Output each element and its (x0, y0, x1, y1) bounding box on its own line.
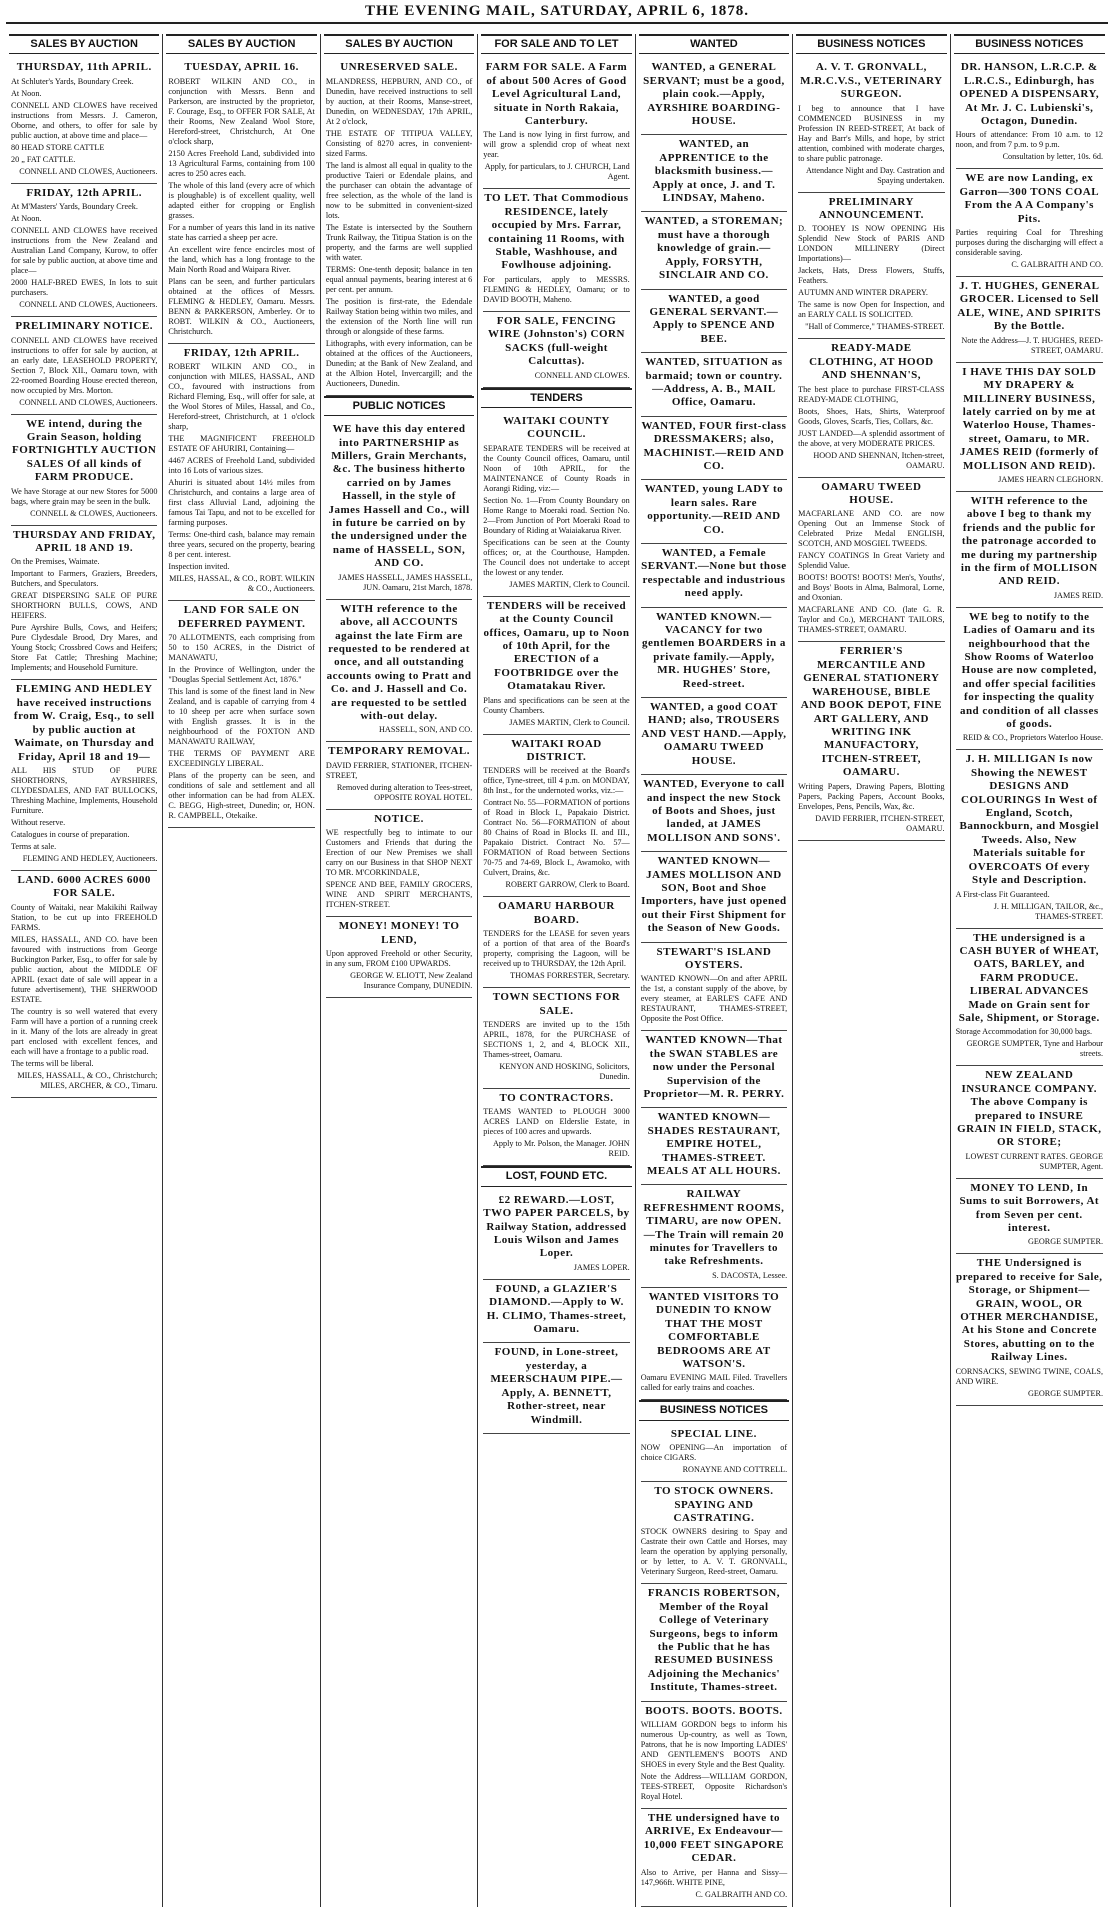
advertisement (798, 642, 944, 840)
ad-heading: MONEY TO LEND, In Sums to suit Borrowers, At from Seven per cent. interest. (959, 1181, 1100, 1234)
ad-text: Boots, Shoes, Hats, Shirts, Waterproof Goods, Gloves, Scarfs, Ties, Collars, &c. (798, 406, 945, 426)
ad-heading: TOWN SECTIONS FOR SALE. (492, 991, 621, 1017)
ad-text: The country is so well watered that every Farm will have a portion of a running creek in it. Many of the lots are already in great part enclosed with excellent fences, and each will have a frontage to a public road. (11, 1006, 158, 1056)
ad-heading: WE intend, during the Grain Season, holding FORTNIGHTLY AUCTION SALES Of all kinds of FARM PRODUCE. (12, 417, 157, 484)
ad-text: Specifications can be seen at the County offices; or, at the Courthouse, Hampden. The Council does not undertake to accept the lowest or any tender. (483, 537, 630, 577)
advertisement (641, 58, 787, 135)
ad-heading: FLEMING AND HEDLEY have received instructions from W. Craig, Esq., to sell by public auction at Waimate, on Thursday and Friday, April 18 and 19— (13, 683, 155, 763)
ad-text: JAMES HEARN CLEGHORN. (998, 474, 1103, 484)
ad-text: MACFARLANE AND CO. (late G. R. Taylor and Co.), MERCHANT TAILORS, THAMES-STREET, OAMARU. (798, 605, 945, 635)
advertisement (641, 1584, 787, 1701)
ad-heading: WANTED, FOUR first-class DRESSMAKERS; also, MACHINIST.—REID AND CO. (641, 419, 787, 472)
ad-heading: WANTED, SITUATION as barmaid; town or country.—Address, A. B., MAIL Office, Oamaru. (645, 356, 783, 409)
advertisement (483, 735, 629, 898)
ad-text: Removed during alteration to Tees-street, OPPOSITE ROYAL HOTEL. (336, 782, 473, 802)
ad-text: For a number of years this land in its native state has carried a sheep per acre. (168, 222, 315, 242)
section-header: LOST, FOUND ETC. (481, 1166, 631, 1186)
ad-text: Upon approved Freehold or other Security, in any sum, FROM £100 UPWARDS. (325, 948, 473, 968)
ad-heading: WANTED, an APPRENTICE to the blacksmith business.—Apply at once, J. and T. LINDSAY, Maheno. (652, 138, 776, 205)
ad-heading: PRELIMINARY ANNOUNCEMENT. (818, 195, 924, 222)
ad-text: Ahuriri is situated about 14½ miles from Christchurch, and contains a large area of first class Alluvial Land, adjoining the famous Tai Tapu, and not to be excelled for farming purposes. (168, 478, 315, 528)
ad-text: TENDERS are invited up to the 15th APRIL, 1878, for the PURCHASE of SECTIONS 1, 2, and 4, BLOCK XII., Thames-street, Oamaru. (483, 1020, 630, 1059)
ad-heading: WANTED, young LADY to learn sales. Rare opportunity.—REID AND CO. (644, 483, 784, 536)
ad-text: MILES, HASSALL, & CO., Christchurch; MILES, ARCHER, & CO., Timaru. (17, 1070, 158, 1090)
advertisement (798, 478, 944, 643)
ad-text: Storage Accommodation for 30,000 bags. (955, 1027, 1092, 1037)
section-header: SALES BY AUCTION (324, 34, 474, 54)
column-4 (478, 34, 635, 1907)
ad-text: MILES, HASSALL, AND CO. have been favoured with instructions from George Buckington Parker, Esq., to offer for sale by public auction, about the MIDDLE OF APRIL (exact date of sale will appear in a future advertisement), THE SHERWOOD ESTATE. (11, 934, 158, 1004)
section-header: TENDERS (481, 388, 631, 408)
advertisement (956, 1179, 1103, 1255)
ad-text: I beg to announce that I have COMMENCED BUSINESS in my Profession IN REED-STREET, At back of Hay and Barr's Mills, and hope, by strict attention, combined with moderate charges, to share public patronage. (798, 103, 945, 163)
ad-text: JUST LANDED—A splendid assortment of the above, at very MODERATE PRICES. (798, 428, 945, 448)
ad-heading: WANTED, a Female SERVANT.—None but those respectable and industrious need apply. (641, 547, 787, 600)
ad-heading: WANTED KNOWN—JAMES MOLLISON AND SON, Boot and Shoe Importers, have just opened out their First Shipment for the Season of New Goods. (641, 855, 787, 935)
ad-text: At Noon. (11, 214, 42, 224)
ad-text: This land is some of the finest land in New Zealand, and is capable of carrying from 4 to 10 sheep per acre when surface sown with English grasses. It is in the neighbourhood of the FOXTON AND MANAWATU RAILWAY, (168, 687, 315, 747)
ad-heading: WE beg to notify to the Ladies of Oamaru and its neighbourhood that the Show Rooms of Waterloo House are now completed, and offer special facilities for inspecting the quality and condition of all classes of goods. (959, 610, 1099, 731)
ad-heading: THURSDAY, 11th APRIL. (16, 61, 152, 74)
ad-text: Catalogues in course of preparation. (11, 829, 130, 839)
ad-heading: WAITAKI ROAD DISTRICT. (511, 737, 602, 763)
ad-text: TENDERS for the LEASE for seven years of a portion of that area of the Board's property, comprising the Lagoon, will be received up to THURSDAY, the 12th April. (483, 929, 630, 969)
column-5 (636, 34, 793, 1907)
ad-text: Terms: One-third cash, balance may remain three years, secured on the property, bearing 8 per cent. interest. (168, 530, 315, 560)
advertisement (956, 1066, 1103, 1178)
ad-text: At Schluter's Yards, Boundary Creek. (11, 76, 134, 86)
advertisement (483, 1191, 629, 1280)
ad-text: JAMES LOPER. (573, 1262, 630, 1272)
ad-heading: WANTED KNOWN—That the SWAN STABLES are now under the Personal Supervision of the Proprietor—M. R. PERRY. (643, 1034, 785, 1100)
ad-text: WE respectfully beg to intimate to our Customers and Friends that during the Erection of our New Premises we shall carry on our Business in that SHOP NEXT TO MR. M'CORKINDALE, (325, 828, 473, 878)
ad-text: TERMS: One-tenth deposit; balance in ten equal annual payments, bearing interest at 6 per cent. per annum. (325, 264, 473, 294)
ad-text: Without reserve. (11, 817, 66, 827)
ad-text: In the Province of Wellington, under the "Douglas Special Settlement Act, 1876." (168, 665, 315, 685)
advertisement (956, 363, 1103, 492)
ad-text: TEAMS WANTED to PLOUGH 3000 ACRES LAND on Elderslie Estate, in pieces of 100 acres and upwards. (483, 1107, 630, 1137)
ad-text: NOW OPENING—An importation of choice CIGARS. (640, 1443, 788, 1463)
ad-text: An excellent wire fence encircles most of the land, which has a long frontage to the Main North Road and Waipara River. (168, 244, 315, 274)
ad-text: 70 ALLOTMENTS, each comprising from 50 to 150 ACRES, in the District of MANAWATU, (168, 633, 315, 663)
ad-text: Section No. 1—From County Boundary on Home Range to Moeraki road. Section No. 2—From Junction of Port Moeraki Road to Boundary of Riding at Waiaiakarua River. (483, 495, 630, 535)
ad-heading: WE have this day entered into PARTNERSHIP as Millers, Grain Merchants, &c. The business hitherto carried on by James Hassell, in the style of James Hassell and Co., will in future be carried on by the undersigned under the name of HASSELL, SON, AND CO. (328, 423, 470, 570)
advertisement (11, 871, 157, 1098)
advertisement (326, 420, 472, 599)
advertisement (641, 608, 787, 698)
ad-text: DAVID FERRIER, STATIONER, ITCHEN-STREET, (325, 760, 473, 780)
ad-heading: J. H. MILLIGAN Is now Showing the NEWEST DESIGNS AND COLOURINGS In West of England, Scotch, Bannockburn, and Mosgiel Tweeds. Also, New Materials suitable for OVERCOATS Of every Style and Description. (959, 753, 1099, 887)
section-header: BUSINESS NOTICES (796, 34, 946, 54)
ad-text: THE TERMS OF PAYMENT ARE EXCEEDINGLY LIBERAL. (168, 749, 315, 769)
advertisement (168, 344, 314, 601)
advertisement (641, 417, 787, 481)
advertisement (326, 917, 472, 998)
ad-text: 20 „ FAT CATTLE. (11, 154, 76, 164)
ad-text: 80 HEAD STORE CATTLE (11, 142, 105, 152)
ad-text: A First-class Fit Guaranteed. (955, 889, 1050, 899)
ad-text: Important to Farmers, Graziers, Breeders, Butchers, and Speculators. (11, 569, 158, 589)
ad-text: Writing Papers, Drawing Papers, Blotting Papers, Packing Papers, Account Books, Envelopes, Pens, Pencils, Wax, &c. (798, 781, 945, 811)
ad-heading: THE undersigned is a CASH BUYER of WHEAT, OATS, BARLEY, and FARM PRODUCE. LIBERAL ADVANCES Made on Grain sent for Sale, Shipment, or Storage. (958, 931, 1100, 1024)
advertisement (641, 1809, 787, 1907)
advertisement (641, 1108, 787, 1185)
section-header: BUSINESS NOTICES (954, 34, 1105, 54)
ad-text: REID & CO., Proprietors Waterloo House. (962, 733, 1103, 743)
ad-text: THE MAGNIFICENT FREEHOLD ESTATE OF AHURIRI, Containing— (168, 434, 315, 454)
advertisement (956, 277, 1103, 363)
ad-heading: UNRESERVED SALE. (340, 61, 458, 74)
advertisement (11, 184, 157, 317)
ad-text: C. GALBRAITH AND CO. (695, 1889, 788, 1899)
ad-text: STOCK OWNERS desiring to Spay and Castrate their own Cattle and Horses, may learn the operation by applying personally, or by letter, to A. V. T. GRONVALL, Veterinary Surgeon, Reed-street, Oamaru. (640, 1527, 788, 1577)
ad-heading: RAILWAY REFRESHMENT ROOMS, TIMARU, are now OPEN.—The Train will remain 20 minutes for Travellers to take Refreshments. (643, 1188, 785, 1268)
ad-text: The land is almost all equal in quality to the productive Taieri or Edendale plains, and the purchaser can obtain the advantage of free selection, as the whole of the land is now to be submitted in convenient-sized lots. (325, 160, 473, 220)
ad-text: HOOD AND SHENNAN, Itchen-street, OAMARU. (813, 450, 945, 470)
ad-heading: FERRIER'S MERCANTILE AND GENERAL STATIONERY WAREHOUSE, BIBLE AND BOOK DEPOT, FINE ART GALLERY, AND WRITING INK MANUFACTORY, ITCHEN-STREET, OAMARU. (800, 645, 942, 779)
ad-text: CORNSACKS, SEWING TWINE, COALS, AND WIRE. (955, 1366, 1103, 1386)
ad-text: Pure Ayrshire Bulls, Cows, and Heifers; Pure Clydesdale Brood, Dry Mares, and Young Stock; Crossbred Cows and Heifers; Store Fat Cattle; Threshing Machine; Implements; and Household Furniture. (11, 623, 158, 673)
ad-text: Jackets, Hats, Dress Flowers, Stuffs, Feathers. (798, 266, 945, 286)
column-2 (163, 34, 320, 1907)
advertisement (641, 1482, 787, 1584)
masthead: THE EVENING MAIL, SATURDAY, APRIL 6, 1878. (6, 0, 1108, 24)
ad-text: D. TOOHEY IS NOW OPENING His Splendid New Stock of PARIS AND LONDON MILLINERY (Direct Importations)— (798, 224, 945, 264)
ad-heading: DR. HANSON, L.R.C.P. & L.R.C.S., Edinburgh, has OPENED A DISPENSARY, At Mr. J. C. Lubienski's, Octagon, Dunedin. (959, 61, 1100, 128)
ad-text: Terms at sale. (11, 841, 57, 851)
ad-heading: PRELIMINARY NOTICE. (15, 320, 154, 333)
ad-heading: STEWART'S ISLAND OYSTERS. (656, 945, 772, 971)
section-header: SALES BY AUCTION (166, 34, 316, 54)
ad-text: CONNELL AND CLOWES have received instructions from Messrs. J. Cameron, Oborne, and others, to offer for sale by public auction, at above time and place— (11, 100, 158, 140)
section-header: WANTED (639, 34, 789, 54)
ad-text: ALL HIS STUD OF PURE SHORTHORNS, AYRSHIRES, CLYDESDALES, AND FAT BULLOCKS, Threshing Machine, Implements, Household Furniture. (11, 765, 158, 815)
ad-heading: SPECIAL LINE. (670, 1427, 757, 1440)
ad-text: LOWEST CURRENT RATES. GEORGE SUMPTER, Agent. (965, 1151, 1103, 1171)
ad-text: Plans of the property can be seen, and conditions of sale and settlement and all other information can be had from ALEX. C. BEGG, High-street, Dunedin; or, HON. R. CAMPBELL, Otekaike. (168, 771, 315, 821)
ad-text: Consultation by letter, 10s. 6d. (1002, 152, 1103, 162)
advertisement (326, 810, 472, 917)
advertisement (11, 680, 157, 870)
ad-heading: WE are now Landing, ex Garron—300 TONS COAL From the A A Company's Pits. (959, 172, 1100, 225)
ad-heading: WANTED, a good COAT HAND; also, TROUSERS AND VEST HAND.—Apply, OAMARU TWEED HOUSE. (641, 701, 787, 767)
advertisement (483, 58, 629, 189)
ad-text: CONNELL & CLOWES, Auctioneers. (30, 508, 158, 518)
ad-text: "Hall of Commerce," THAMES-STREET. (805, 322, 945, 332)
advertisement (641, 1702, 787, 1809)
advertisement (641, 135, 787, 212)
advertisement (483, 988, 629, 1089)
ad-text: Inspection invited. (168, 562, 230, 572)
ad-heading: WANTED VISITORS TO DUNEDIN TO KNOW THAT THE MOST COMFORTABLE BEDROOMS ARE AT WATSON'S. (648, 1290, 780, 1370)
advertisement (11, 58, 157, 183)
advertisement (956, 608, 1103, 751)
ad-text: CONNELL AND CLOWES, Auctioneers. (19, 397, 158, 407)
advertisement (641, 290, 787, 354)
ad-heading: FOR SALE, FENCING WIRE (Johnston's) CORN SACKS (full-weight Calcuttas). (488, 314, 625, 368)
ad-text: KENYON AND HOSKING, Solicitors, Dunedin. (499, 1062, 630, 1081)
ad-text: RONAYNE AND COTTRELL. (682, 1465, 788, 1475)
advertisement (956, 169, 1103, 277)
ad-text: CONNELL AND CLOWES have received instructions from the New Zealand and Australian Land Company, Kurow, to offer for sale by public auction, at above time and place— (11, 226, 158, 276)
advertisement (641, 852, 787, 942)
ad-text: JAMES MARTIN, Clerk to Council. (509, 579, 630, 589)
columns (6, 34, 1108, 1899)
ad-text: THE ESTATE OF TITIPUA VALLEY, Consisting of 8270 acres, in convenient-sized Farms. (325, 128, 473, 158)
ad-text: At M'Masters' Yards, Boundary Creek. (11, 202, 138, 212)
ad-text: HASSELL, SON, AND CO. (379, 725, 473, 735)
ad-text: Attendance Night and Day. Castration and Spaying undertaken. (805, 165, 945, 185)
advertisement (798, 339, 944, 477)
ad-text: CONNELL AND CLOWES, Auctioneers. (19, 166, 158, 176)
advertisement (11, 415, 157, 526)
ad-heading: TO CONTRACTORS. (499, 1092, 614, 1104)
ad-heading: TO LET. That Commodious RESIDENCE, lately occupied by Mrs. Farrar, containing 11 Rooms, with Stable, Washhouse, and Fowlhouse adjoining. (484, 192, 629, 272)
ad-heading: THE Undersigned is prepared to receive for Sale, Storage, or Shipment—GRAIN, WOOL, OR OTHER MERCHANDISE, At his Stone and Concrete Stores, abutting on to the Railway Lines. (955, 1257, 1103, 1364)
ad-text: GEORGE SUMPTER, Tyne and Harbour streets. (966, 1039, 1103, 1059)
ad-text: The terms will be liberal. (11, 1058, 94, 1068)
ad-text: SPENCE AND BEE, FAMILY GROCERS, WINE AND SPIRIT MERCHANTS, ITCHEN-STREET. (325, 880, 473, 910)
section-header: SALES BY AUCTION (9, 34, 159, 54)
ad-text: On the Premises, Waimate. (11, 557, 100, 567)
ad-text: ROBERT WILKIN AND CO., in conjunction with MILES, HASSAL, AND CO., favoured with instructions from Richard Fleming, Esq., will offer for sale, at the Wool Stores of Miles, Hassal, and Co., Hereford-street, Christchurch, at 1 o'clock sharp, (168, 362, 315, 432)
advertisement (798, 58, 944, 192)
ad-heading: WANTED, a good GENERAL SERVANT.—Apply to SPENCE AND BEE. (649, 292, 779, 345)
ad-text: The position is first-rate, the Edendale Railway Station being within two miles, and the extension of the North line will run through or alongside of these farms. (325, 296, 473, 336)
ad-text: Plans and specifications can be seen at the County Chambers. (483, 695, 630, 715)
ad-text: Oamaru EVENING MAIL Filed. Travellers called for early trains and coaches. (640, 1373, 788, 1393)
advertisement (641, 775, 787, 852)
ad-text: The Estate is intersected by the Southern Trunk Railway, the Titipua Station is on the property, and the farms are well supplied with water. (325, 222, 473, 262)
ad-text: JAMES MARTIN, Clerk to Council. (509, 717, 630, 727)
ad-heading: LAND FOR SALE ON DEFERRED PAYMENT. (177, 604, 306, 630)
ad-heading: WANTED, a GENERAL SERVANT; must be a good, plain cook.—Apply, AYRSHIRE BOARDING-HOUSE. (643, 61, 785, 128)
ad-text: Apply to Mr. Polson, the Manager. JOHN REID. (493, 1139, 630, 1159)
ad-heading: WANTED, a STOREMAN; must have a thorough knowledge of grain.—Apply, FORSYTH, SINCLAIR AND CO. (644, 215, 784, 282)
ad-heading: FOUND, a GLAZIER'S DIAMOND.—Apply to W. H. CLIMO, Thames-street, Oamaru. (486, 1282, 627, 1336)
ad-text: S. DACOSTA, Lessee. (712, 1270, 788, 1280)
advertisement (11, 526, 157, 681)
ad-heading: WITH reference to the above, all ACCOUNTS against the late Firm are requested to be rendered at once, and all outstanding accounts owing to Pratt and Co. and J. Hassell and Co. are requested to be settled with-out delay. (326, 602, 472, 722)
ad-heading: FARM FOR SALE. A Farm of about 500 Acres of Good Level Agricultural Land, situate in North Rakaia, Canterbury. (485, 61, 628, 128)
ad-text: MACFARLANE AND CO. are now Opening Out an Immense Stock of Celebrated Prize Medal ENGLISH, SCOTCH, AND MOSGIEL TWEEDS. (798, 509, 945, 549)
ad-text: FLEMING AND HEDLEY, Auctioneers. (22, 853, 158, 863)
ad-heading: I HAVE THIS DAY SOLD MY DRAPERY & MILLINERY BUSINESS, lately carried on by me at Waterloo House, Thames-street, Oamaru, to MR. JAMES REID (formerly of MOLLISON AND REID). (959, 365, 1099, 472)
advertisement (641, 1288, 787, 1400)
ad-text: Contract No. 55—FORMATION of portions of Road in Block I., Papakaio District. Contract No. 56—FORMATION of about 80 Chains of Road in Blocks II. and III., Papakaio District. Contract No. 57—FORMATION of Road between Sections 70-75 and 74-69, Block I., Awamoko, with Culvert, Drains, &c. (483, 798, 630, 878)
advertisement (641, 480, 787, 544)
ad-heading: READY-MADE CLOTHING, AT HOOD AND SHENNAN'S, (809, 342, 934, 382)
advertisement (483, 189, 629, 311)
ad-heading: WANTED KNOWN.—VACANCY for two gentlemen BOARDERS in a private family.—Apply, MR. HUGHES' Store, Reed-street. (642, 610, 786, 690)
advertisement (483, 312, 629, 388)
advertisement (798, 193, 944, 340)
ad-heading: MONEY! MONEY! TO LEND, (338, 920, 460, 946)
advertisement (483, 597, 629, 735)
ad-heading: WANTED KNOWN—SHADES RESTAURANT, EMPIRE HOTEL, THAMES-STREET. MEALS AT ALL HOURS. (647, 1111, 781, 1178)
ad-text: JAMES HASSELL, JAMES HASSELL, JUN. Oamaru, 21st March, 1878. (338, 572, 473, 592)
ad-heading: £2 REWARD.—LOST, TWO PAPER PARCELS, by Railway Station, addressed Louis Wilson and James Loper. (483, 1193, 630, 1260)
advertisement (956, 929, 1103, 1067)
ad-text: At Noon. (11, 88, 42, 98)
ad-text: GEORGE SUMPTER. (1027, 1237, 1103, 1247)
advertisement (956, 58, 1103, 169)
ad-text: The same is now Open for Inspection, and an EARLY CALL IS SOLICITED. (798, 300, 945, 320)
ad-text: GEORGE SUMPTER. (1027, 1388, 1103, 1398)
ad-text: The best place to purchase FIRST-CLASS READY-MADE CLOTHING, (798, 384, 945, 404)
ad-text: Lithographs, with every information, can be obtained at the offices of the Auctioneers, Dunedin; at the Bank of New Zealand, and at the Albion Hotel, Invercargill; and the Auctioneers, Dunedin. (325, 338, 473, 388)
ad-heading: J. T. HUGHES, GENERAL GROCER. Licensed to Sell ALE, WINE, AND SPIRITS By the Bottle. (957, 280, 1102, 333)
ad-text: 4467 ACRES of Freehold Land, subdivided into 16 Lots of various sizes. (168, 456, 315, 476)
advertisement (483, 897, 629, 988)
ad-text: Apply, for particulars, to J. CHURCH, Land Agent. (484, 162, 630, 182)
ad-heading: TEMPORARY REMOVAL. (328, 745, 470, 758)
ad-text: Plans can be seen, and further particulars obtained at the offices of Messrs. FLEMING & HEDLEY, Oamaru. Messrs. BENN & PARKERSON, Amberley. Or to ROBT. WILKIN & CO., Auctioneers, Christchurch. (168, 276, 315, 336)
advertisement (641, 698, 787, 775)
ad-heading: WAITAKI COUNTY COUNCIL. (503, 414, 610, 441)
ad-heading: THE undersigned have to ARRIVE, Ex Endeavour—10,000 FEET SINGAPORE CEDAR. (643, 1812, 785, 1865)
advertisement (168, 601, 314, 828)
section-header: PUBLIC NOTICES (324, 396, 474, 416)
advertisement (483, 412, 629, 597)
ad-text: The whole of this land (every acre of which is ploughable) is of excellent quality, well adapted either for cropping or English grasses. (168, 180, 315, 220)
ad-heading: TO STOCK OWNERS. SPAYING AND CASTRATING. (654, 1485, 774, 1524)
ad-text: FANCY COATINGS In Great Variety and Splendid Value. (798, 551, 945, 571)
ad-text: TENDERS will be received at the Board's office, Tyne-street, till 4 p.m. on MONDAY, 8th Inst., for the undernoted works, viz.:— (483, 766, 630, 796)
advertisement (641, 1185, 787, 1287)
ad-text: CONNELL AND CLOWES. (534, 370, 630, 380)
advertisement (483, 1089, 629, 1166)
ad-text: WILLIAM GORDON begs to inform his numerous Up-country, as well as Town, Patrons, that he is now Importing LADIES' AND GENTLEMEN'S BOOTS AND SHOES in every Style and the Best Quality. (640, 1720, 788, 1769)
ad-text: Parties requiring Coal for Threshing purposes during the discharging will effect a considerable saving. (955, 228, 1103, 258)
advertisement (326, 600, 472, 743)
ad-text: 2150 Acres Freehold Land, subdivided into 13 Agricultural Farms, containing from 100 acres to 250 acres each. (168, 148, 315, 178)
ad-text: MLANDRESS, HEPBURN, AND CO., of Dunedin, have received instructions to sell by auction, at their Rooms, Manse-street, Dunedin, on WEDNESDAY, 17th APRIL, At 2 o'clock, (325, 76, 473, 126)
advertisement (956, 492, 1103, 608)
column-6 (793, 34, 950, 1907)
ad-text: Hours of attendance: From 10 a.m. to 12 noon, and from 7 p.m. to 9 p.m. (955, 130, 1103, 150)
column-3 (321, 34, 478, 1907)
ad-text: C. GALBRAITH AND CO. (1011, 260, 1103, 270)
advertisement (483, 1280, 629, 1344)
column-7 (951, 34, 1108, 1907)
ad-text: County of Waitaki, near Makikihi Railway Station, to be cut up into FREEHOLD FARMS. (11, 902, 158, 932)
section-header: FOR SALE AND TO LET (481, 34, 631, 54)
ad-text: AUTUMN AND WINTER DRAPERY. (798, 288, 928, 298)
ad-text: WANTED KNOWN—On and after APRIL the 1st, a constant supply of the above, by every steamer, at EARLE'S CAFE AND RESTAURANT, THAMES-STREET, Opposite the Post Office. (640, 974, 788, 1024)
ad-text: GEORGE W. ELIOTT, New Zealand Insurance Company, DUNEDIN. (350, 970, 473, 990)
ad-heading: FRANCIS ROBERTSON, Member of the Royal College of Veterinary Surgeons, begs to inform the Public that he has RESUMED BUSINESS Adjoining the Mechanics' Institute, Thames-street. (647, 1587, 781, 1694)
advertisement (641, 943, 787, 1032)
ad-text: JAMES REID. (1053, 590, 1103, 600)
ad-heading: OAMARU HARBOUR BOARD. (498, 900, 615, 926)
ad-heading: WANTED, Everyone to call and inspect the new Stock of Boots and Shoes, just landed, at JAMES MOLLISON AND SONS'. (643, 778, 785, 844)
ad-text: For particulars, apply to MESSRS. FLEMING & HEDLEY, Oamaru; or to DAVID BOOTH, Maheno. (483, 274, 630, 304)
advertisement (168, 58, 314, 343)
advertisement (641, 1031, 787, 1108)
ad-text: ROBERT WILKIN AND CO., in conjunction with Messrs. Benn and Parkerson, are instructed by the proprietor, F. Courage, Esq., to OFFER FOR SALE, At their Rooms, New Zealand Wool Store, Hereford-street, Christchurch, At One o'clock sharp, (168, 76, 315, 146)
ad-heading: NOTICE. (374, 812, 424, 825)
ad-heading: FOUND, in Lone-street, yesterday, a MEERSCHAUM PIPE.—Apply, A. BENNETT, Rother-street, near Windmill. (490, 1346, 623, 1426)
ad-text: DAVID FERRIER, ITCHEN-STREET, OAMARU. (815, 813, 945, 833)
ad-text: Note the Address—WILLIAM GORDON, TEES-STREET, Opposite Richardson's Royal Hotel. (640, 1772, 788, 1801)
advertisement (483, 1343, 629, 1433)
ad-text: CONNELL AND CLOWES have received instructions to offer for sale by auction, at an early date, LEASEHOLD PROPERTY, Section 7, Block XII., Oamaru town, with 22-roomed Boarding House erected thereon, now occupied by Mrs. Morton. (11, 335, 158, 395)
ad-text: CONNELL AND CLOWES, Auctioneers. (19, 300, 158, 310)
advertisement (956, 750, 1103, 928)
ad-heading: BOOTS. BOOTS. BOOTS. (645, 1704, 783, 1717)
ad-heading: OAMARU TWEED HOUSE. (821, 480, 922, 507)
advertisement (956, 1254, 1103, 1405)
ad-heading: WITH reference to the above I beg to thank my friends and the public for the patronage accorded to me during my partnership in the firm of MOLLISON AND REID. (960, 494, 1098, 588)
ad-heading: NEW ZEALAND INSURANCE COMPANY. The above Company is prepared to INSURE GRAIN IN FIELD, STACK, OR STORE; (957, 1069, 1102, 1149)
advertisement (641, 212, 787, 289)
ad-text: THOMAS FORRESTER, Secretary. (510, 971, 630, 981)
ad-text: SEPARATE TENDERS will be received at the County Council offices, Oamaru, until Noon of 10th APRIL, for the MAINTENANCE of County Roads in Aorangi Riding, viz:— (483, 443, 630, 493)
advertisement (641, 544, 787, 608)
ad-text: 2000 HALF-BRED EWES, In lots to suit purchasers. (11, 278, 158, 298)
advertisement (641, 1425, 787, 1482)
ad-heading: LAND. 6000 ACRES 6000 FOR SALE. (17, 873, 151, 900)
ad-text: GREAT DISPERSING SALE OF PURE SHORTHORN BULLS, COWS, AND HEIFERS. (11, 591, 158, 621)
ad-heading: A. V. T. GRONVALL, M.R.C.V.S., VETERINARY SURGEON. (800, 61, 943, 101)
ad-text: J. H. MILLIGAN, TAILOR, &c., THAMES-STREET. (993, 901, 1103, 921)
column-1 (6, 34, 163, 1907)
ad-heading: FRIDAY, 12th APRIL. (183, 346, 300, 359)
advertisement (11, 317, 157, 414)
section-header: BUSINESS NOTICES (639, 1400, 789, 1420)
ad-text: Note the Address—J. T. HUGHES, REED-STREET, OAMARU. (961, 335, 1103, 355)
advertisement (326, 58, 472, 395)
ad-text: We have Storage at our new Stores for 5000 bags, where grain may be seen in the bulk. (11, 486, 158, 506)
ad-text: Also to Arrive, per Hanna and Sissy—147,966ft. WHITE PINE, (640, 1867, 788, 1887)
ad-text: ROBERT GARROW, Clerk to Board. (505, 880, 630, 890)
ad-text: The Land is now lying in first furrow, and will grow a splendid crop of wheat next year. (483, 130, 630, 160)
ad-heading: FRIDAY, 12th APRIL. (26, 186, 143, 199)
ad-text: MILES, HASSAL, & CO., ROBT. WILKIN & CO., Auctioneers. (169, 574, 315, 594)
advertisement (326, 742, 472, 809)
ad-text: BOOTS! BOOTS! BOOTS! Men's, Youths', and Boys' Boots in Alma, Balmoral, Lorne, and Oxonian. (798, 573, 945, 603)
ad-heading: THURSDAY AND FRIDAY, APRIL 18 AND 19. (12, 528, 156, 555)
ad-heading: TUESDAY, APRIL 16. (184, 61, 299, 74)
ad-heading: TENDERS will be received at the County Council offices, Oamaru, up to Noon of 10th April, for the ERECTION of a FOOTBRIDGE over the Otamatakau River. (483, 599, 630, 693)
advertisement (641, 353, 787, 417)
